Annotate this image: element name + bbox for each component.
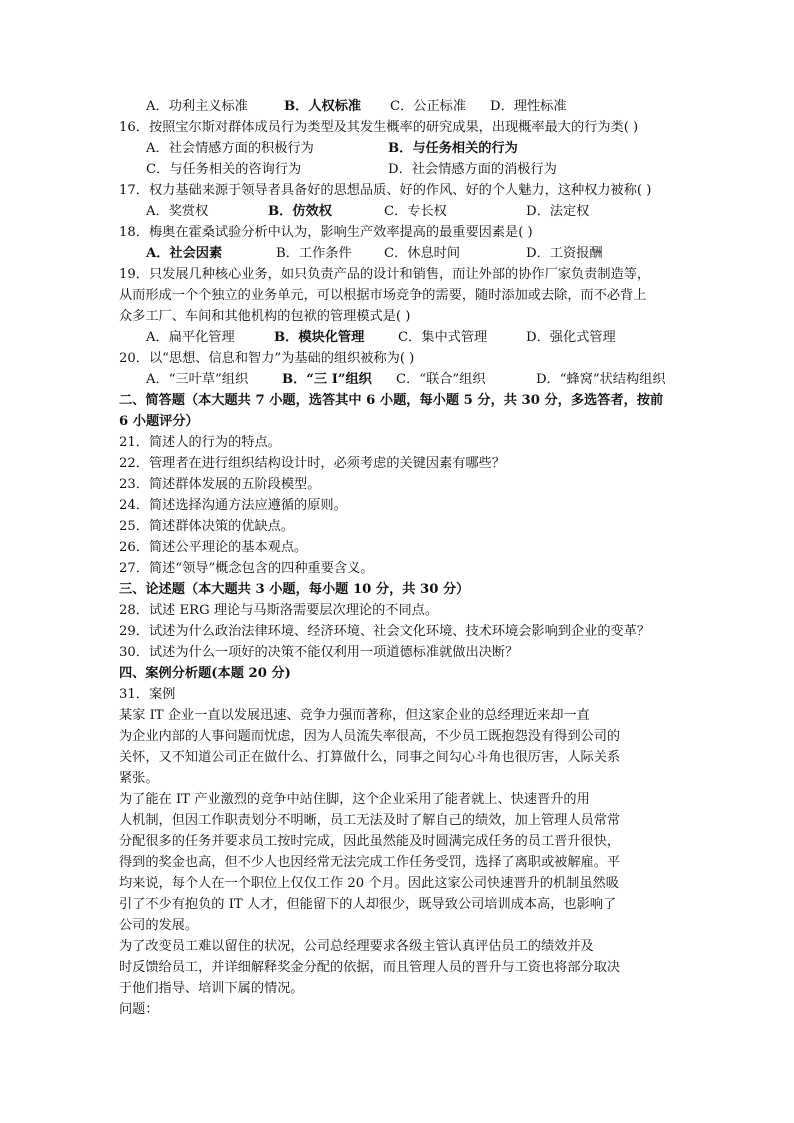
q28: 28．试述 ERG 理论与马斯洛需要层次理论的不同点。 [119, 603, 439, 618]
q25: 25．简述群体决策的优缺点。 [119, 519, 295, 534]
q19-option-c: C．集中式管理 [398, 330, 488, 345]
q15-option-b: B．人权标准 [284, 99, 362, 114]
questions-label: 问题： [119, 1002, 159, 1017]
q20-option-c: C．“联合”组织 [396, 372, 486, 387]
case-line: 于他们指导、培训下属的情况。 [119, 981, 304, 996]
q20-option-a: A．“三叶草”组织 [146, 372, 249, 387]
q16-options-row1 [146, 139, 706, 159]
q15-option-c: C．公正标准 [390, 99, 467, 114]
q24: 24．简述选择沟通方法应遵循的原则。 [119, 498, 347, 513]
case-line: 紧张。 [119, 771, 159, 786]
q20-options [146, 370, 706, 390]
q19-options [146, 328, 706, 348]
case-line: 为企业内部的人事问题而忧虑，因为人员流失率很高，不少员工既抱怨没有得到公司的 [119, 729, 621, 744]
case-line: 关怀，又不知道公司正在做什么、打算做什么，同事之间勾心斗角也很厉害，人际关系 [119, 750, 621, 765]
q19-option-b: B．模块化管理 [274, 330, 365, 345]
q20-option-b: B．“三 I”组织 [282, 372, 372, 387]
section2-heading-line2: 6 小题评分） [119, 414, 199, 429]
q16-option-a: A．社会情感方面的积极行为 [146, 141, 314, 156]
q18-option-b: B．工作条件 [276, 246, 352, 261]
q20-option-d: D．“蜂窝”状结构组织 [536, 372, 666, 387]
q17-option-d: D．法定权 [526, 204, 590, 219]
case-line: 均来说，每个人在一个职位上仅仅工作 20 个月。因此这家公司快速晋升的机制虽然吸 [119, 876, 619, 891]
q19-option-a: A．扁平化管理 [146, 330, 235, 345]
q19-stem-line3: 众多工厂、车间和其他机构的包袱的管理模式是( ) [119, 309, 411, 324]
case-line: 分配很多的任务并要求员工按时完成，因此虽然能及时圆满完成任务的员工晋升很快， [119, 834, 621, 849]
q16-option-d: D．社会情感方面的消极行为 [388, 162, 557, 177]
q18-stem: 18．梅奥在霍桑试验分析中认为，影响生产效率提高的最重要因素是( ) [119, 225, 533, 240]
section3-heading: 三、论述题（本大题共 3 小题，每小题 10 分，共 30 分） [119, 582, 470, 597]
q18-options [146, 244, 706, 264]
q17-option-b: B．仿效权 [268, 204, 332, 219]
case-line: 得到的奖金也高，但不少人也因经常无法完成工作任务受罚，选择了离职或被解雇。平 [119, 855, 621, 870]
q17-option-a: A．奖赏权 [146, 204, 209, 219]
case-line: 人机制，但因工作职责划分不明晰，员工无法及时了解自己的绩效，加上管理人员常常 [119, 813, 621, 828]
q17-option-c: C．专长权 [384, 204, 447, 219]
q18-option-d: D．工资报酬 [526, 246, 603, 261]
case-line: 时反馈给员工，并详细解释奖金分配的依据，而且管理人员的晋升与工资也将部分取决 [119, 960, 621, 975]
q27: 27．简述“领导”概念包含的四种重要含义。 [119, 561, 374, 576]
section2-heading-line1: 二、简答题（本大题共 7 小题，选答其中 6 小题，每小题 5 分，共 30 分，多选答者，按前 [119, 393, 664, 408]
case-line: 为了改变员工难以留住的状况，公司总经理要求各级主管认真评估员工的绩效并及 [119, 939, 594, 954]
q23: 23．简述群体发展的五阶段模型。 [119, 477, 321, 492]
section4-heading: 四、案例分析题(本题 20 分) [119, 666, 291, 681]
q17-options [146, 202, 706, 222]
q19-option-d: D．强化式管理 [526, 330, 616, 345]
q16-stem: 16．按照宝尔斯对群体成员行为类型及其发生概率的研究成果，出现概率最大的行为类( ) [119, 120, 639, 135]
q19-stem-line2: 从而形成一个个独立的业务单元，可以根据市场竞争的需要，随时添加或去除，而不必背上 [119, 288, 647, 303]
q16-options-row2 [146, 160, 706, 180]
q18-option-c: C．休息时间 [384, 246, 461, 261]
q15-option-d: D．理性标准 [490, 99, 567, 114]
q30: 30．试述为什么一项好的决策不能仅利用一项道德标准就做出决断？ [119, 645, 519, 660]
q15-option-a: A．功利主义标准 [146, 99, 248, 114]
q17-stem: 17．权力基础来源于领导者具备好的思想品质、好的作风、好的个人魅力，这种权力被称( ) [119, 183, 652, 198]
q20-stem: 20．以“思想、信息和智力”为基础的组织被称为( ) [119, 351, 415, 366]
case-line: 某家 IT 企业一直以发展迅速、竞争力强而著称，但这家企业的总经理近来却一直 [119, 708, 590, 723]
q31-label: 31．案例 [119, 687, 176, 702]
case-line: 引了不少有抱负的 IT 人才，但能留下的人却很少，既导致公司培训成本高，也影响了 [119, 897, 617, 912]
q16-option-c: C．与任务相关的咨询行为 [146, 162, 302, 177]
q18-option-a: A．社会因素 [146, 246, 223, 261]
q19-stem-line1: 19．只发展几种核心业务，如只负责产品的设计和销售，而让外部的协作厂家负责制造等， [119, 267, 651, 282]
q22: 22．管理者在进行组织结构设计时，必须考虑的关键因素有哪些？ [119, 456, 506, 471]
case-line: 公司的发展。 [119, 918, 199, 933]
q15-options [146, 97, 706, 117]
q21: 21．简述人的行为的特点。 [119, 435, 281, 450]
q29: 29．试述为什么政治法律环境、经济环境、社会文化环境、技术环境会影响到企业的变革？ [119, 624, 651, 639]
q16-option-b: B．与任务相关的行为 [388, 141, 518, 156]
q26: 26．简述公平理论的基本观点。 [119, 540, 308, 555]
case-line: 为了能在 IT 产业激烈的竞争中站住脚，这个企业采用了能者就上、快速晋升的用 [119, 792, 590, 807]
